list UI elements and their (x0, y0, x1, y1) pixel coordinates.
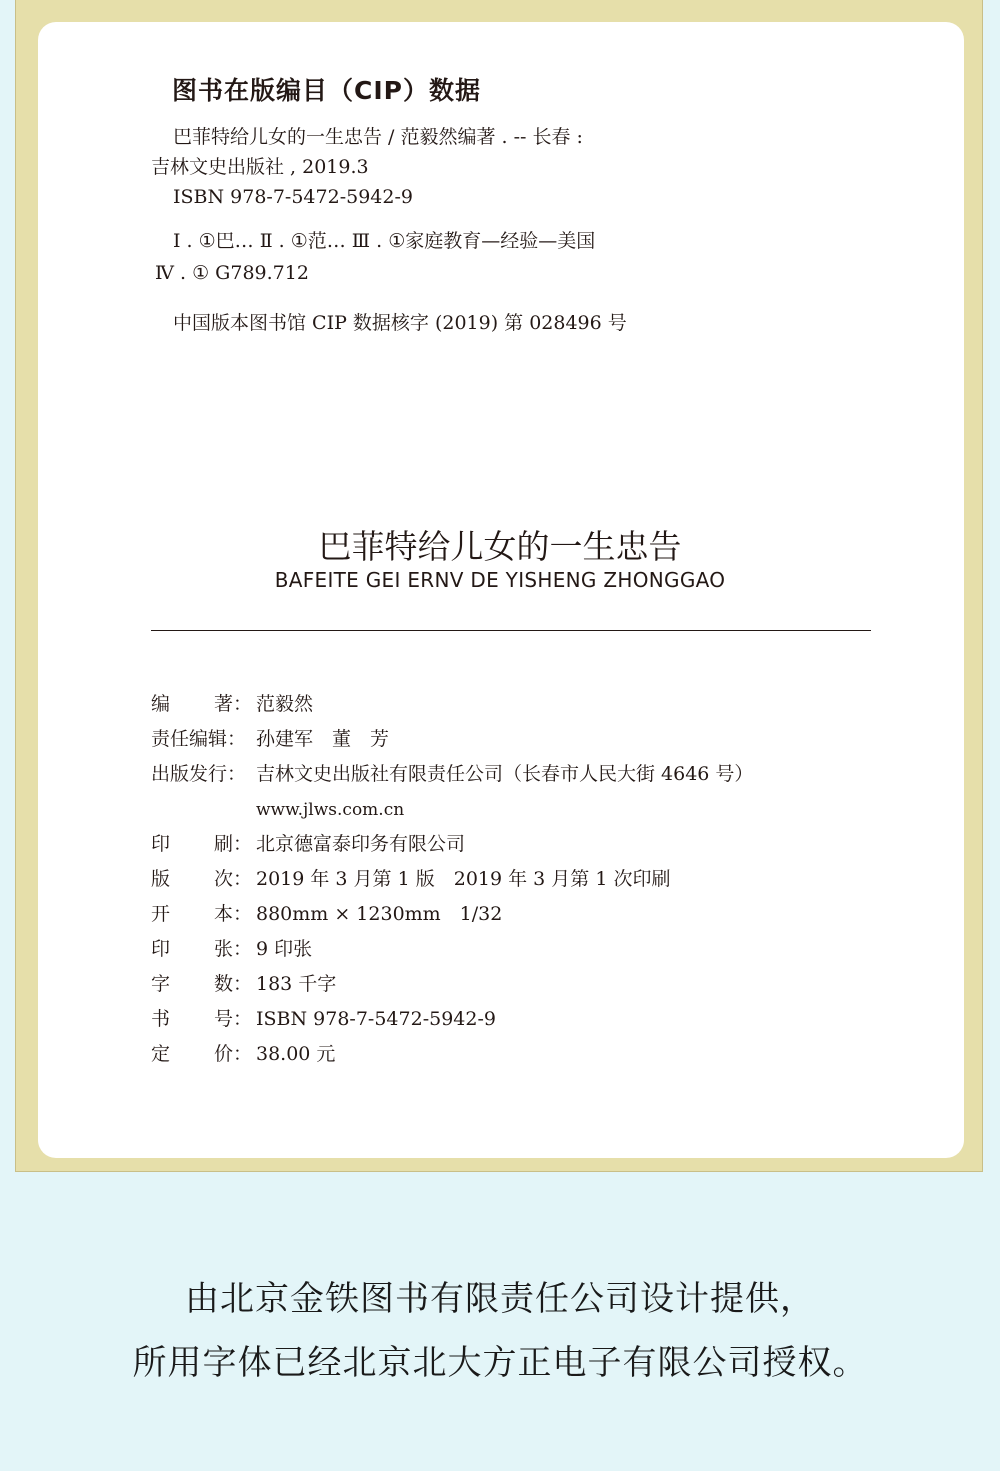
meta-publisher-value: 吉林文史出版社有限责任公司（长春市人民大街 4646 号） (256, 763, 754, 785)
meta-sheets-label-1: 印 (151, 938, 171, 960)
meta-format-label-2: 本： (214, 903, 253, 925)
meta-publisher-label: 出版发行： (151, 763, 247, 785)
book-title-pinyin: BAFEITE GEI ERNV DE YISHENG ZHONGGAO (274, 568, 726, 592)
meta-sheets-label-2: 张： (214, 938, 253, 960)
meta-author-label-2: 著： (214, 693, 253, 715)
meta-author-label-1: 编 (151, 693, 171, 715)
meta-isbn-label-2: 号： (214, 1008, 253, 1030)
meta-edition-label-1: 版 (151, 868, 171, 890)
cip-line-isbn: ISBN 978-7-5472-5942-9 (173, 186, 413, 208)
cip-line-record-number: 中国版本图书馆 CIP 数据核字 (2019) 第 028496 号 (173, 312, 627, 334)
meta-words-label-2: 数： (214, 973, 253, 995)
meta-price-label-2: 价： (214, 1043, 253, 1065)
meta-author-value: 范毅然 (256, 693, 314, 715)
meta-edition-value: 2019 年 3 月第 1 版 2019 年 3 月第 1 次印刷 (256, 868, 671, 890)
cip-line-title: 巴菲特给儿女的一生忠告 / 范毅然编著 . -- 长春 : (173, 126, 583, 148)
meta-editor-label: 责任编辑： (151, 728, 247, 750)
footer-design-credit: 由北京金铁图书有限责任公司设计提供， (185, 1279, 815, 1319)
meta-words-label-1: 字 (151, 973, 171, 995)
meta-publisher-url: www.jlws.com.cn (256, 800, 405, 820)
meta-sheets-value: 9 印张 (256, 938, 313, 960)
cip-line-class-number: Ⅳ . ① G789.712 (155, 262, 309, 284)
book-title: 巴菲特给儿女的一生忠告 (318, 527, 682, 566)
meta-price-value: 38.00 元 (256, 1043, 336, 1065)
meta-isbn-value: ISBN 978-7-5472-5942-9 (256, 1008, 496, 1030)
cip-heading: 图书在版编目（CIP）数据 (172, 76, 481, 105)
meta-isbn-label-1: 书 (151, 1008, 171, 1030)
meta-printer-value: 北京德富泰印务有限公司 (256, 833, 466, 855)
cip-line-classification: Ⅰ . ①巴… Ⅱ . ①范… Ⅲ . ①家庭教育—经验—美国 (173, 230, 596, 252)
meta-format-value: 880mm × 1230mm 1/32 (256, 903, 503, 925)
meta-words-value: 183 千字 (256, 973, 337, 995)
cip-line-publisher: 吉林文史出版社 , 2019.3 (151, 156, 369, 178)
meta-printer-label-1: 印 (151, 833, 171, 855)
meta-editor-value: 孙建军 董 芳 (256, 728, 390, 750)
meta-edition-label-2: 次： (214, 868, 253, 890)
divider-rule (151, 630, 871, 631)
meta-format-label-1: 开 (151, 903, 171, 925)
meta-printer-label-2: 刷： (214, 833, 253, 855)
meta-price-label-1: 定 (151, 1043, 171, 1065)
footer-font-license: 所用字体已经北京北大方正电子有限公司授权。 (132, 1343, 868, 1383)
